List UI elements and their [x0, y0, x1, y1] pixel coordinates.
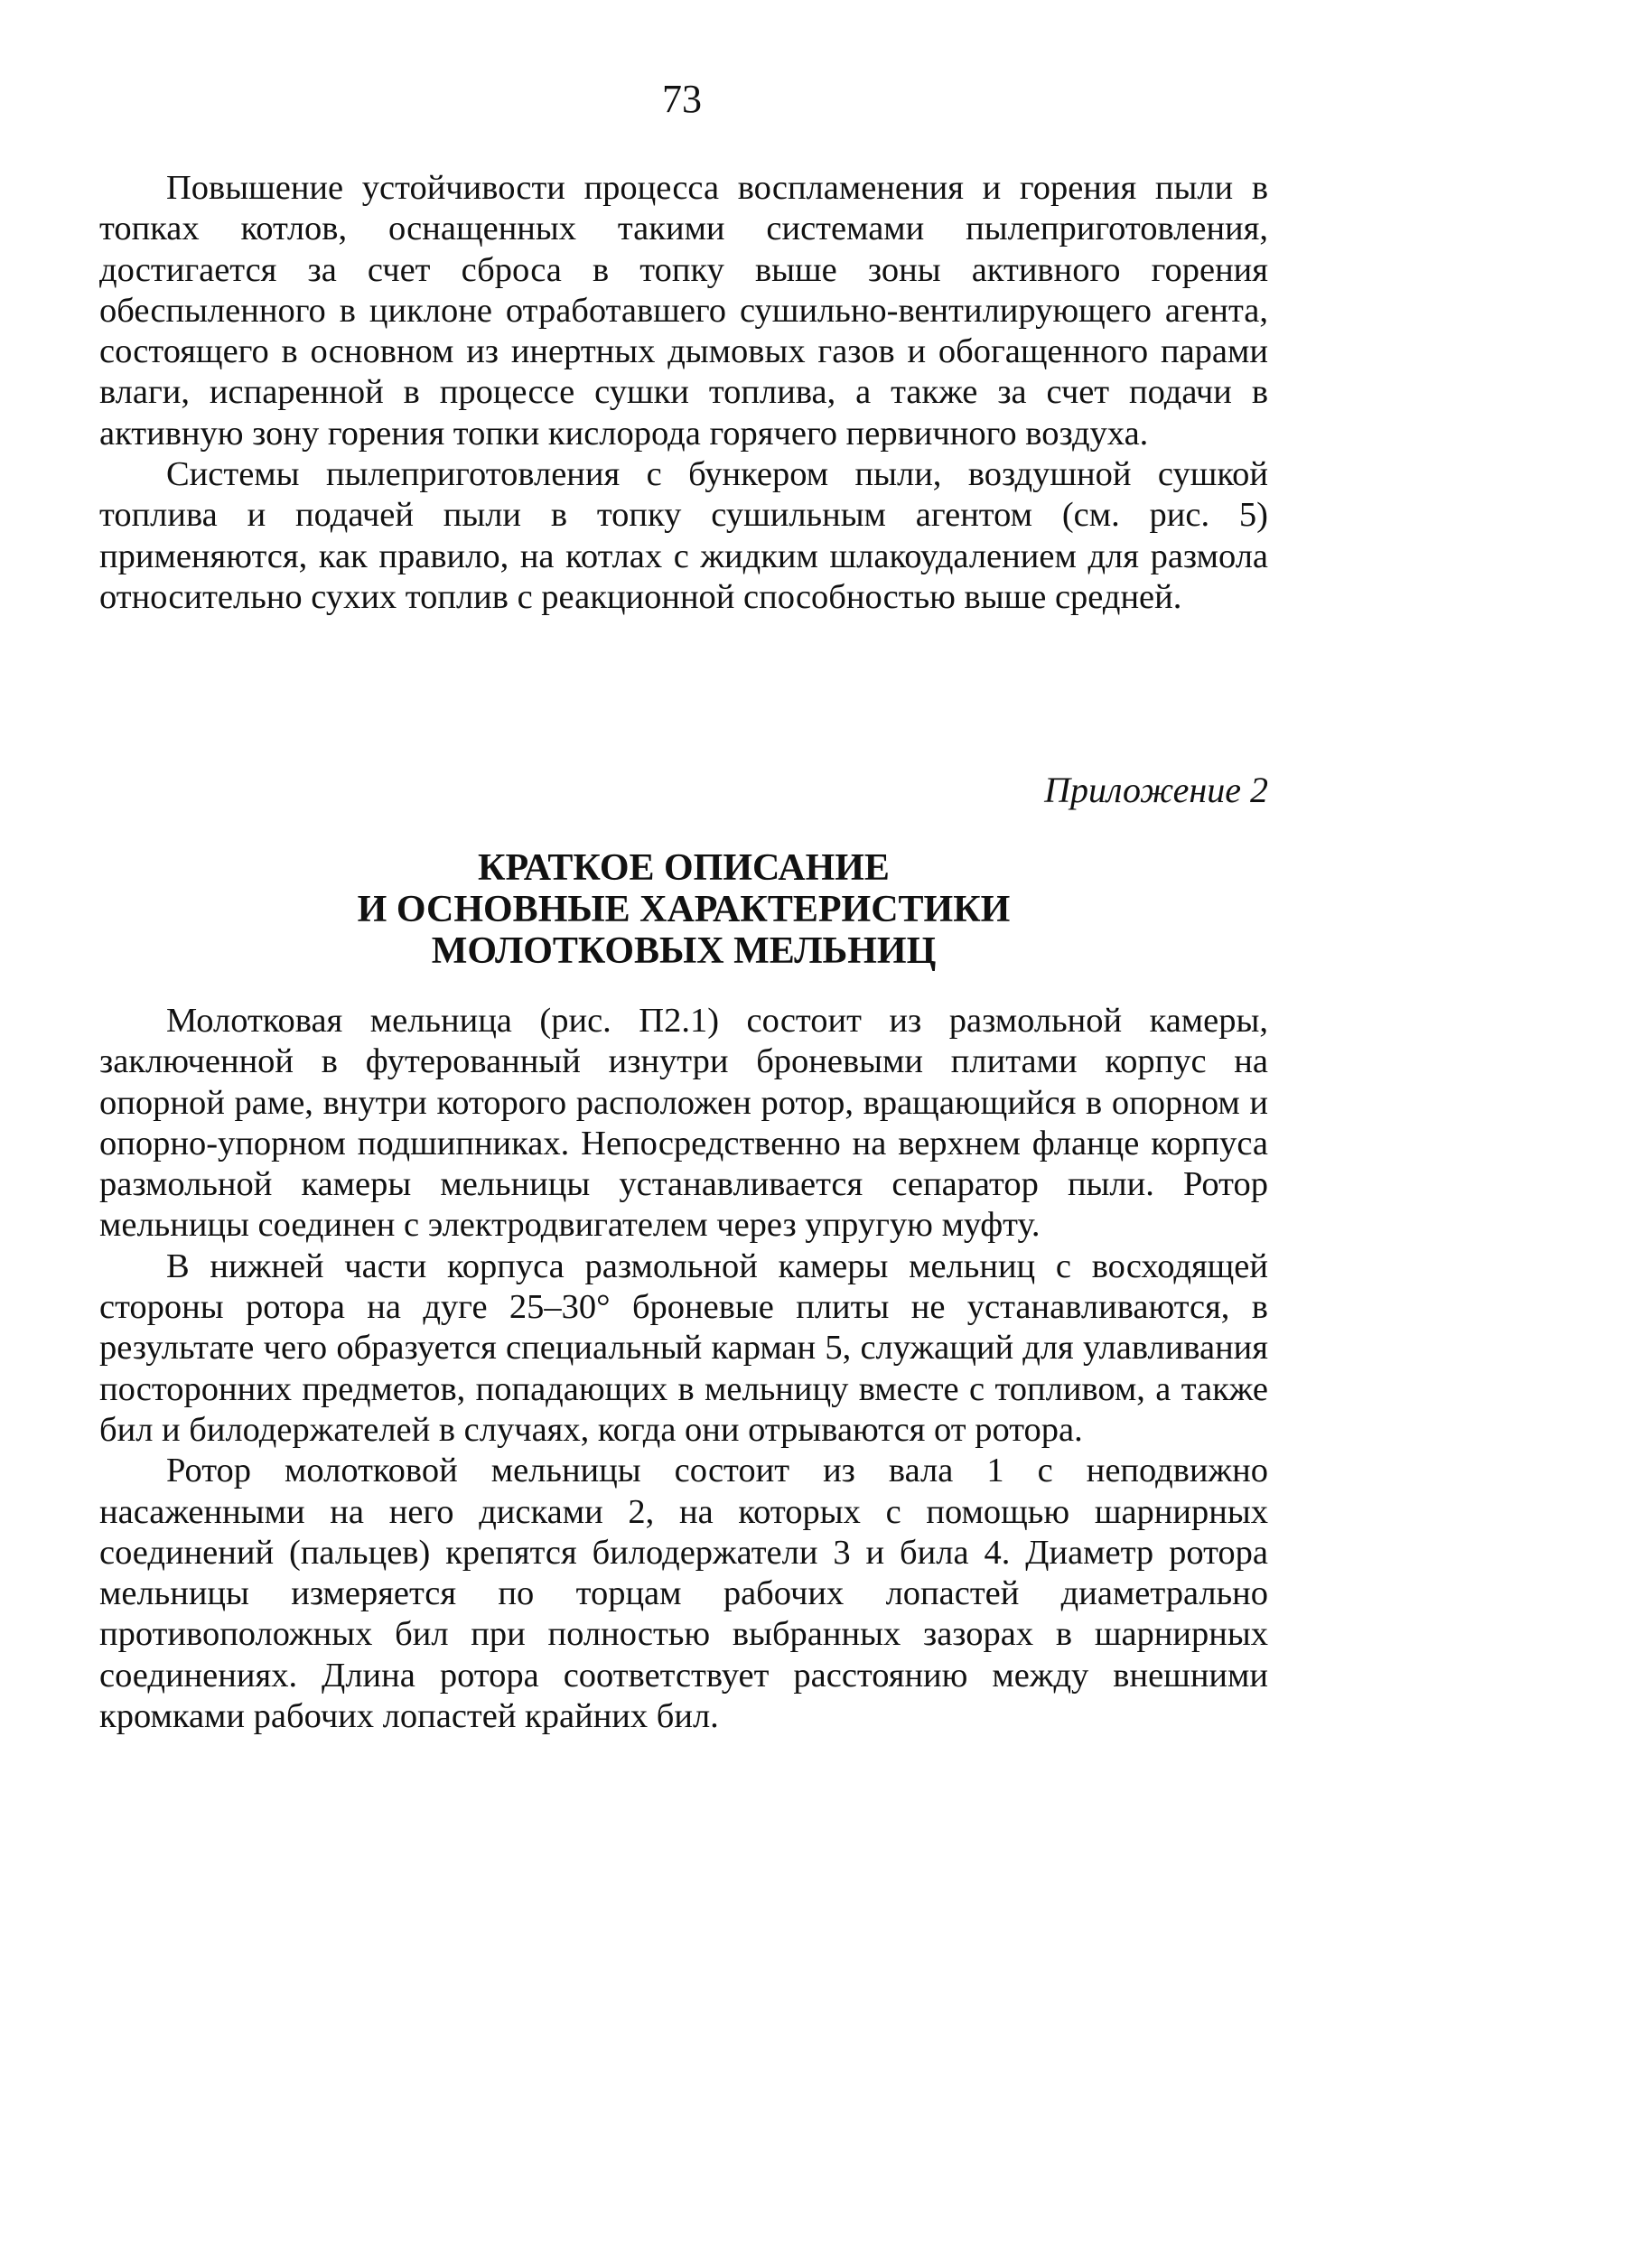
- paragraph: Молотковая мельница (рис. П2.1) состоит из размольной камеры, заключенной в футерованный изнутри броневыми плитами корпус на опорной раме, внутри которого расположен ротор, вращающийся в опорном и опорно-упорном подшипниках. Непосредственно на верхнем фланце корпуса размольной камеры мельницы устанавливается сепаратор пыли. Ротор мельницы соединен с электродвигателем через упругую муфту.: [99, 1002, 1268, 1245]
- paragraph: В нижней части корпуса размольной камеры мельниц с восходящей стороны ротора на дуге 25–30° броневые плиты не устанавливаются, в результате чего образуется специальный карман 5, служащий для улавливания посторонних предметов, попадающих в мельницу вместе с топливом, а также бил и билодержателей в случаях, когда они отрываются от ротора.: [99, 1247, 1268, 1449]
- paragraph: Повышение устойчивости процесса воспламенения и горения пыли в топках котлов, оснащенных такими системами пылеприготовления, достигается за счет сброса в топку выше зоны активного горения обеспыленного в циклоне отработавшего сушильно-вентилирующего агента, состоящего в основном из инертных дымовых газов и обогащенного парами влаги, испаренной в процессе сушки топлива, а также за счет подачи в активную зону горения топки кислорода горячего первичного воздуха.: [99, 169, 1268, 453]
- section-title-line: И ОСНОВНЫЕ ХАРАКТЕРИСТИКИ: [357, 889, 1011, 930]
- paragraph: Системы пылеприготовления с бункером пыли, воздушной сушкой топлива и подачей пыли в топку сушильным агентом (см. рис. 5) применяются, как правило, на котлах с жидким шлакоудалением для размола относительно сухих топлив с реакционной способностью выше средней.: [99, 455, 1268, 616]
- section-title: [99, 847, 1268, 972]
- appendix-text: [99, 1001, 1268, 1737]
- section-title-line: МОЛОТКОВЫХ МЕЛЬНИЦ: [431, 930, 937, 972]
- section-title-line: КРАТКОЕ ОПИСАНИЕ: [478, 847, 890, 889]
- paragraph: Ротор молотковой мельницы состоит из вала 1 с неподвижно насаженными на него дисками 2, на которых с помощью шарнирных соединений (пальцев) крепятся билодержатели 3 и била 4. Диаметр ротора мельницы измеряется по торцам рабочих лопастей диаметрально противоположных бил при полностью выбранных зазорах в шарнирных соединениях. Длина ротора соответствует расстоянию между внешними кромками рабочих лопастей крайних бил.: [99, 1452, 1268, 1736]
- appendix-label: Приложение 2: [1044, 770, 1268, 810]
- intro-text: [99, 168, 1268, 618]
- page-number: 73: [662, 77, 702, 121]
